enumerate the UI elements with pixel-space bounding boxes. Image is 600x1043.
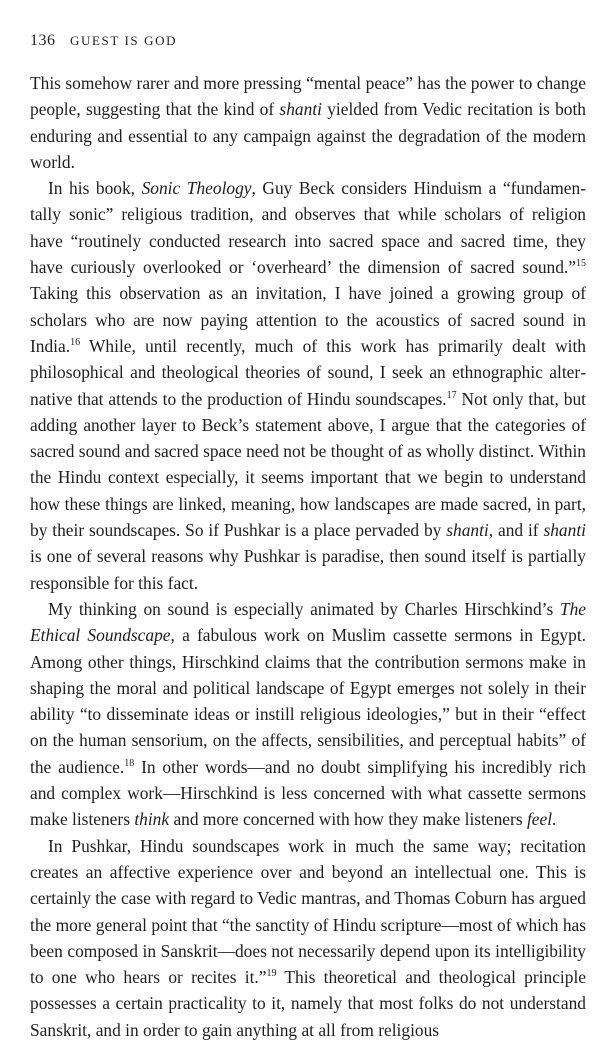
- body-text: [30, 70, 586, 1043]
- italic-text: shanti: [279, 99, 322, 120]
- italic-text: feel: [526, 809, 553, 830]
- text-run: , a fabulous work on Muslim cassette sermons in Egypt. Among other things, Hirschkind claims that the contribution sermons make in shaping the moral and political landscape of Egypt emerges not solely in their ability “to disseminate ideas or instill religious ideologies,” but in their “effect on the human sensorium, on the affects, sensibilities, and perceptual habits” of the audience.: [30, 625, 586, 777]
- running-head: [30, 30, 586, 52]
- text-run: yielded from Vedic recitation is both enduring and essential to any campaign against the degradation of the modern world.: [30, 99, 586, 172]
- text-run: .: [552, 809, 557, 830]
- text-run: is one of several reasons why Pushkar is paradise, then sound itself is partially responsible for this fact.: [30, 546, 586, 593]
- italic-text: shanti: [543, 520, 586, 541]
- text-run: In other words—and no doubt simplifying his incredibly rich and complex work—Hirschkind is less concerned with what cassette sermons make listeners: [30, 756, 586, 830]
- text-run: In Pushkar, Hindu soundscapes work in much the same way; recitation creates an affective experience over and beyond an intellectual one. This is certainly the case with regard to Vedic mantras, and Thomas Coburn has argued the more general point that “the sanctity of Hindu scripture—most of which has been composed in Sanskrit—does not necessarily depend upon its intelligibility to one who hears or recites it.”: [30, 835, 586, 988]
- text-run: While, until recently, much of this work has primarily dealt with philosophical and theological theories of sound, I seek an ethnographic alternative that attends to the production of Hindu soundscapes.: [30, 335, 586, 409]
- italic-text: shanti: [446, 520, 489, 541]
- text-run: This somehow rarer and more pressing “mental peace” has the power to change people, suggesting that the kind of: [30, 73, 586, 120]
- running-title: GUEST IS GOD: [70, 33, 178, 48]
- book-page: [30, 30, 586, 1043]
- text-run: In his book,: [48, 178, 142, 199]
- page-number: 136: [30, 32, 56, 49]
- footnote-ref: 19: [266, 968, 277, 980]
- paragraph: [30, 596, 586, 833]
- text-run: Taking this observation as an invitation, I have joined a growing group of scholars who are now paying attention to the acoustics of sacred sound in India.: [30, 283, 586, 356]
- paragraph: [30, 70, 586, 175]
- footnote-ref: 15: [576, 258, 586, 270]
- paragraph: [30, 175, 586, 596]
- italic-text: The Ethical Soundscape: [30, 598, 586, 646]
- text-run: Not only that, but adding another layer to Beck’s statement above, I argue that the categories of sacred sound and sacred space need not be thought of as wholly distinct. Within the Hindu context especially, it seems important that we begin to understand how these things are linked, meaning, how landscapes are made sacred, in part, by their soundscapes. So if Pushkar is a place pervaded by: [30, 388, 586, 541]
- text-run: This theoretical and theological principle possesses a certain practicality to it, namely that most folks do not understand Sanskrit, and in order to gain anything at all from religious: [30, 967, 586, 1040]
- text-run: , Guy Beck considers Hinduism a “fundamentally sonic” religious tradition, and observes that while scholars of religion have “routinely conducted research into sacred space and sacred time, they have curiously overlooked or ‘overheard’ the dimension of sacred sound.”: [30, 178, 586, 278]
- text-run: and more concerned with how they make listeners: [169, 809, 527, 830]
- text-run: , and if: [488, 520, 544, 541]
- footnote-ref: 16: [70, 337, 81, 349]
- text-run: My thinking on sound is especially animated by Charles Hirschkind’s: [48, 598, 560, 619]
- italic-text: Sonic Theology: [141, 178, 252, 199]
- italic-text: think: [134, 809, 170, 830]
- footnote-ref: 18: [124, 757, 135, 769]
- paragraph: [30, 833, 586, 1043]
- footnote-ref: 17: [446, 389, 457, 401]
